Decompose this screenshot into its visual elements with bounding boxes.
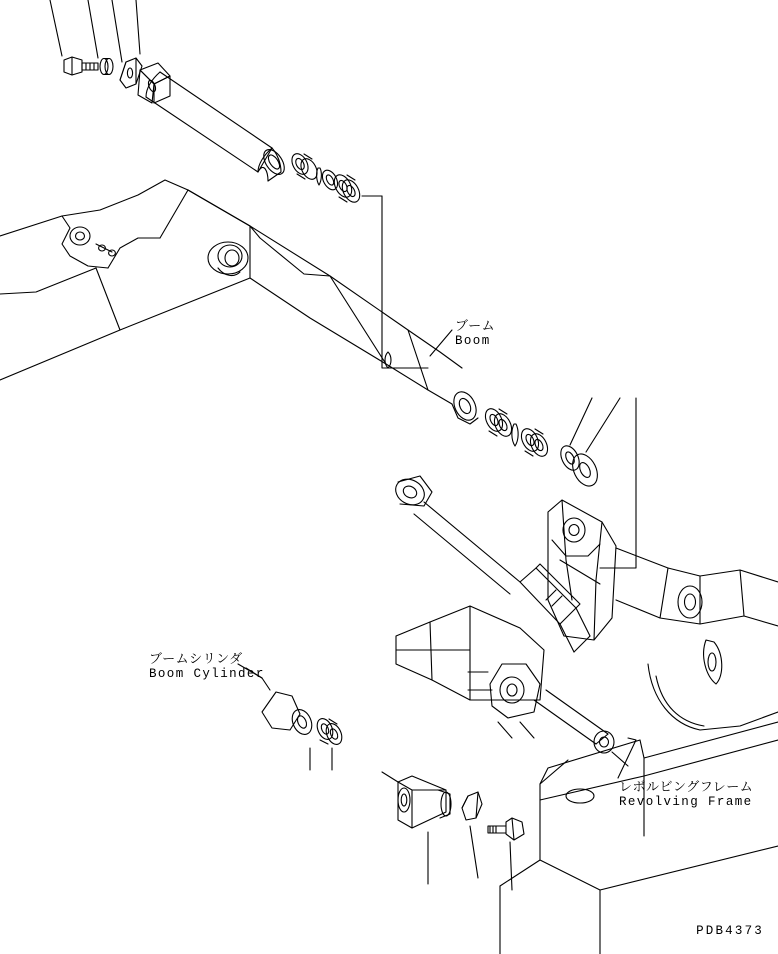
label-boom-cylinder [149,651,265,683]
lower-pin-assembly [382,772,524,890]
boom-pin-upper [138,63,288,181]
revolving-frame [396,500,778,954]
boom-structure [0,180,481,424]
boom-tip-bushing-row [482,398,636,568]
label-revolving-frame-jp: レボルビングフレーム [619,779,754,794]
label-boom-cylinder-en: Boom Cylinder [149,667,265,682]
label-revolving-frame-en: Revolving Frame [619,795,753,810]
label-boom-cylinder-jp: ブームシリンダ [149,651,243,666]
top-leader-lines [50,0,140,62]
top-bolt-assembly [64,57,142,88]
label-boom [455,318,495,350]
drawing-number: PDB4373 [696,924,764,938]
label-revolving-frame [619,779,753,811]
label-boom-jp: ブーム [455,318,496,333]
upper-bushing-row [289,151,364,205]
cylinder-foot-washer-row [310,716,345,770]
label-boom-en: Boom [455,334,491,349]
